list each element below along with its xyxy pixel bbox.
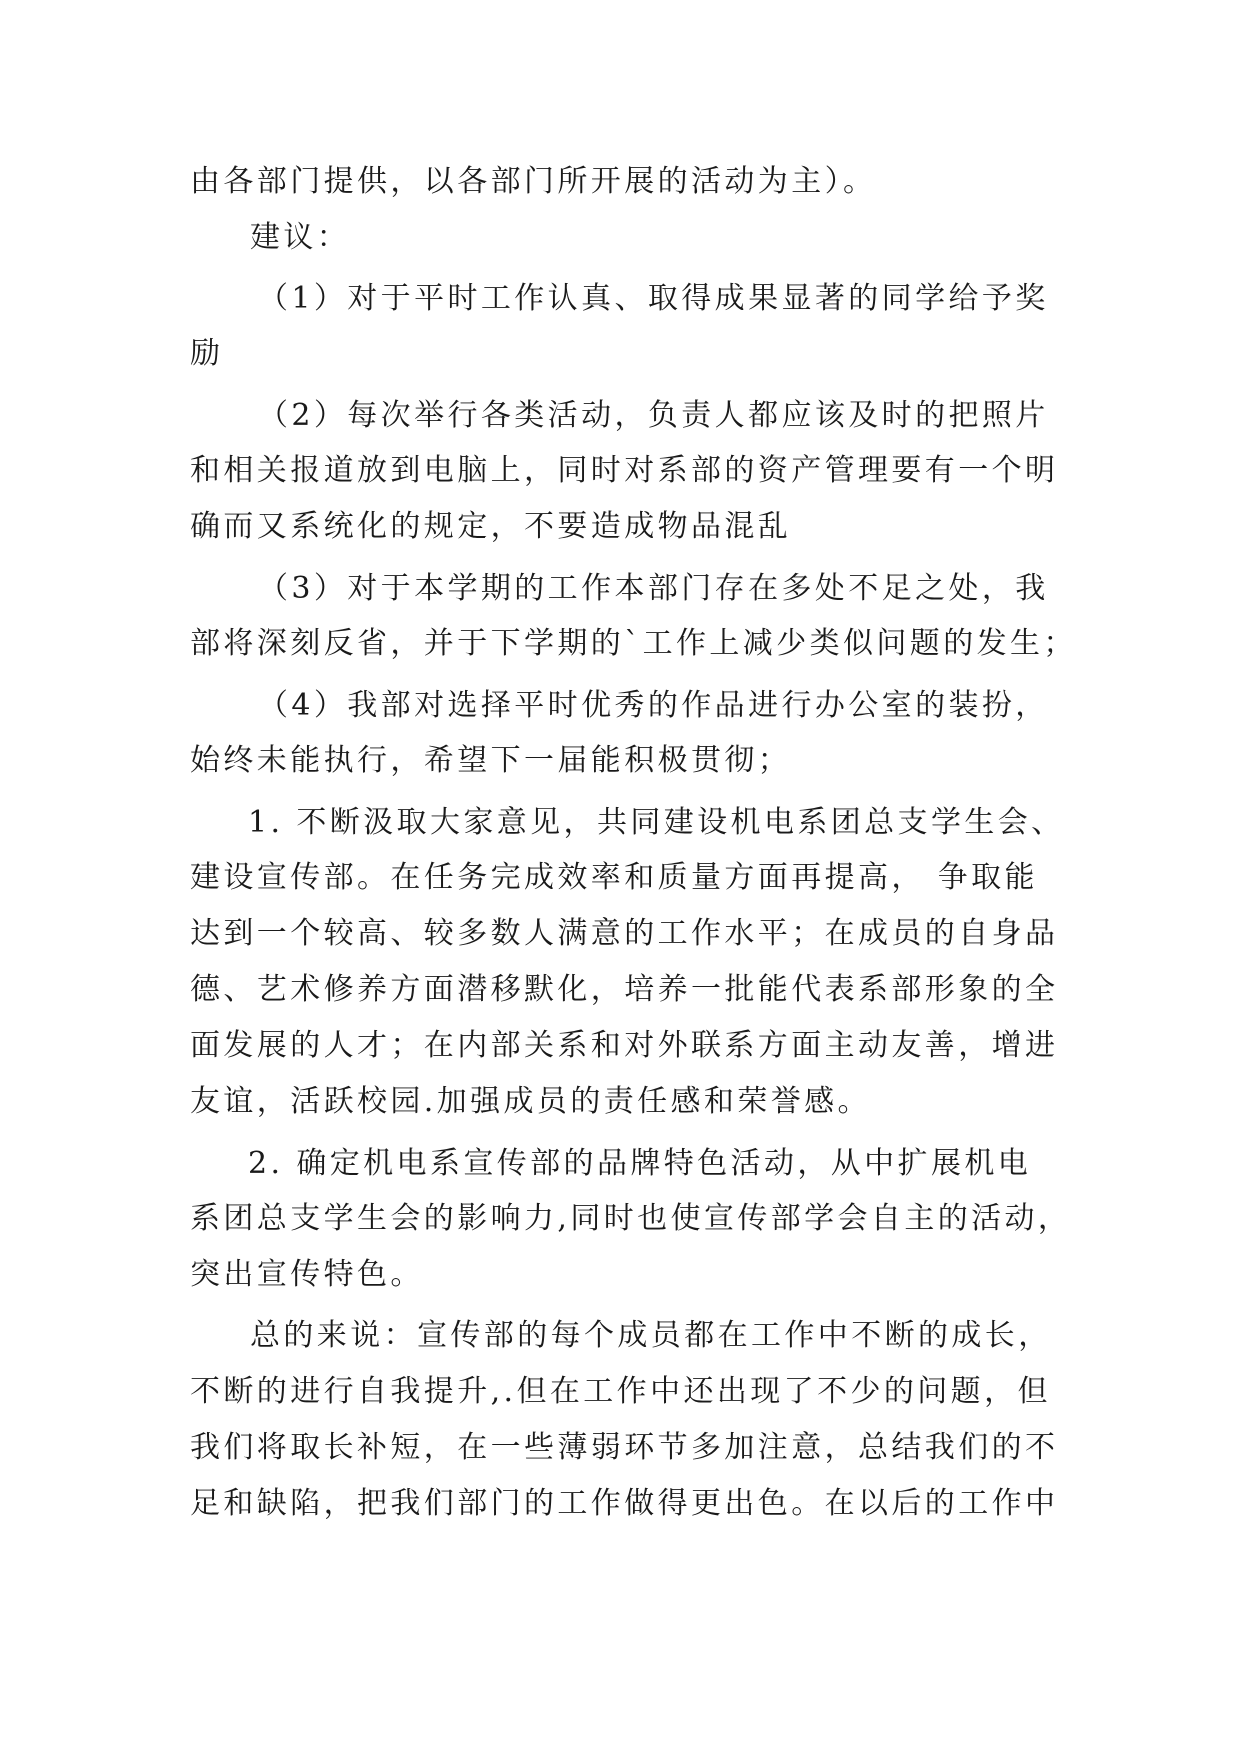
text-line: 1. 不断汲取大家意见，共同建设机电系团总支学生会、 [248,805,1065,840]
text-line: 总的来说：宣传部的每个成员都在工作中不断的成长， [250,1318,1052,1353]
text-line: 友谊，活跃校园.加强成员的责任感和荣誉感。 [190,1084,871,1119]
text-line: 足和缺陷，把我们部门的工作做得更出色。在以后的工作中 [190,1486,1059,1521]
text-line: （1）对于平时工作认真、取得成果显著的同学给予奖 [258,281,1049,316]
text-line: 励 [190,336,224,371]
text-line: 建设宣传部。在任务完成效率和质量方面再提高， 争取能 [190,860,1038,895]
text-line: 系团总支学生会的影响力,同时也使宣传部学会自主的活动， [190,1201,1072,1236]
text-line: 德、艺术修养方面潜移默化，培养一批能代表系部形象的全 [190,972,1059,1007]
text-line: 确而又系统化的规定，不要造成物品混乱 [190,509,792,544]
text-line: 始终未能执行，希望下一届能积极贯彻； [190,743,792,778]
text-line: （4）我部对选择平时优秀的作品进行办公室的装扮， [258,688,1049,723]
text-line: 和相关报道放到电脑上，同时对系部的资产管理要有一个明 [190,453,1059,488]
text-line: 建议： [250,220,351,255]
text-line: （3）对于本学期的工作本部门存在多处不足之处，我 [258,571,1049,606]
text-line: 不断的进行自我提升,.但在工作中还出现了不少的问题，但 [190,1374,1051,1409]
text-line: 我们将取长补短，在一些薄弱环节多加注意，总结我们的不 [190,1430,1059,1465]
text-line: （2）每次举行各类活动，负责人都应该及时的把照片 [258,398,1049,433]
text-line: 突出宣传特色。 [190,1257,424,1292]
text-line: 2. 确定机电系宣传部的品牌特色活动，从中扩展机电 [248,1146,1032,1181]
text-line: 达到一个较高、较多数人满意的工作水平；在成员的自身品 [190,916,1059,951]
text-line: 面发展的人才；在内部关系和对外联系方面主动友善，增进 [190,1028,1059,1063]
text-line: 由各部门提供，以各部门所开展的活动为主）。 [190,164,877,199]
text-line: 部将深刻反省，并于下学期的`工作上减少类似问题的发生； [190,626,1077,661]
